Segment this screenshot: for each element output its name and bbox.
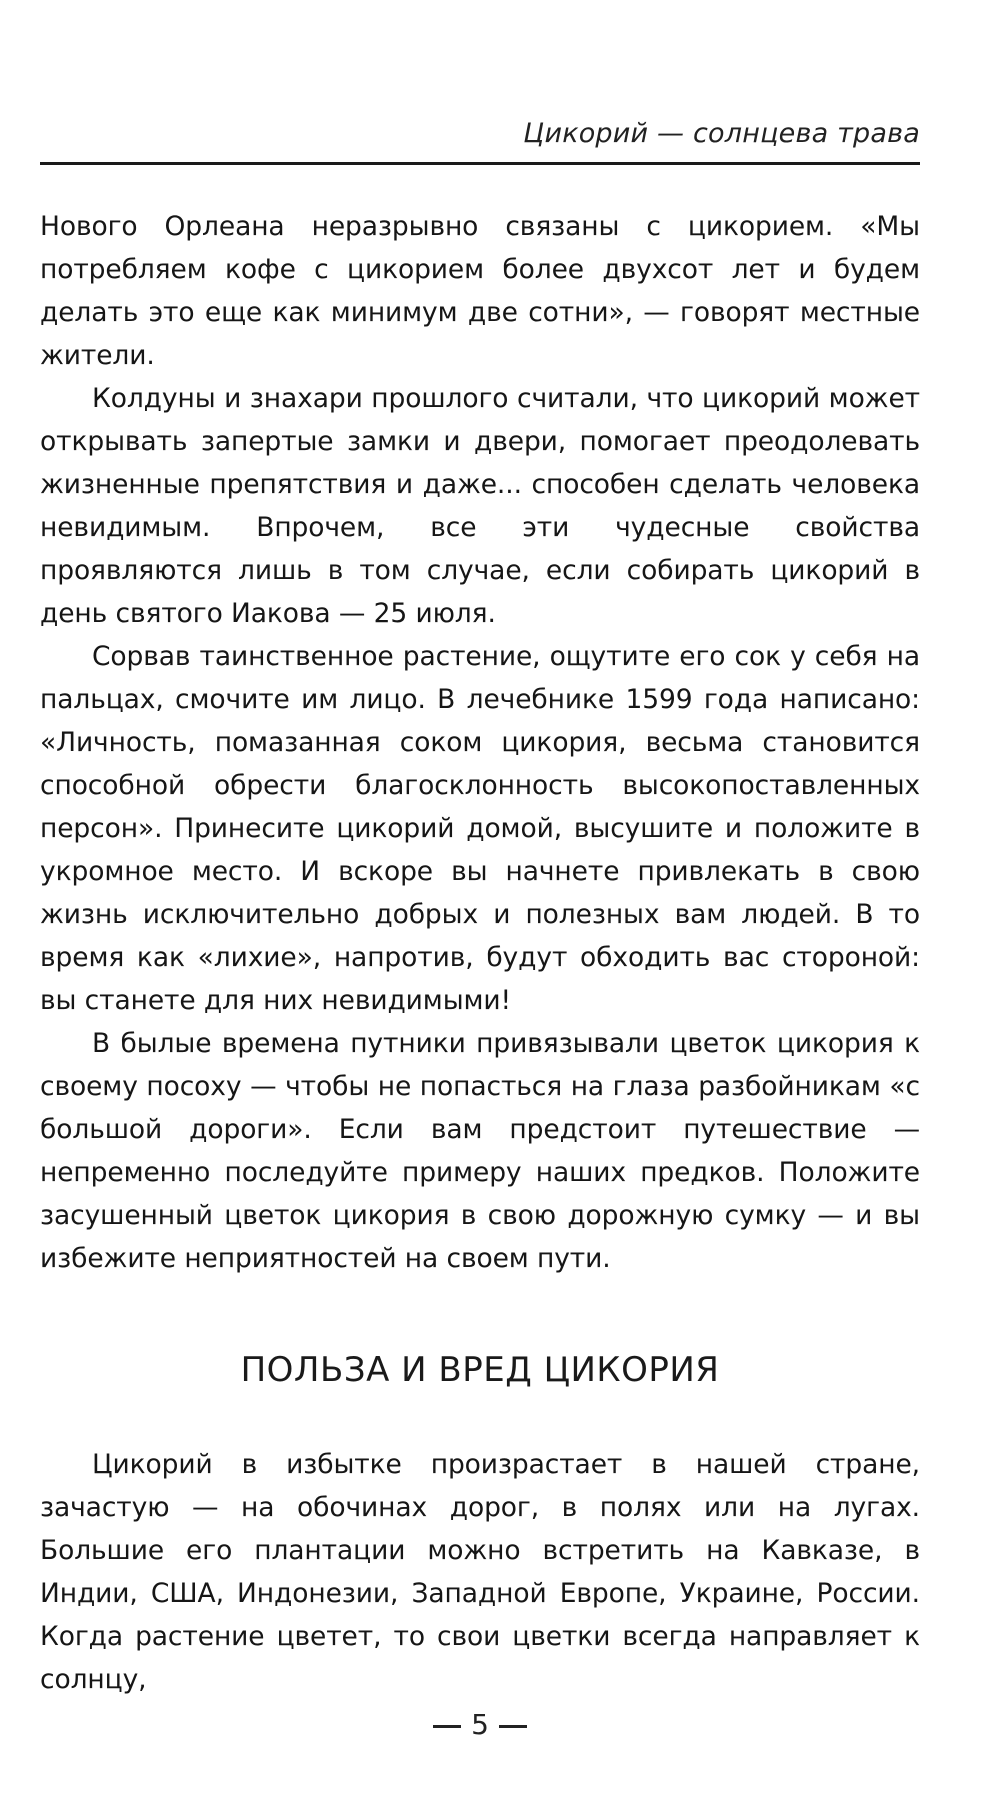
book-page [40,0,920,1803]
page-number-dash-left [433,1725,461,1728]
section-heading: ПОЛЬЗА И ВРЕД ЦИКОРИЯ [240,1350,720,1390]
paragraph: Колдуны и знахари прошлого считали, что цикорий может открывать запертые замки и двери, помогает преодолевать жизненные препятствия и даже... способен сделать человека невидимым. Впрочем, все эти чудесные свойства проявляются лишь в том случае, если собирать цикорий в день святого Иакова — 25 июля. [40,383,920,629]
body-text [40,205,920,1280]
page-number-value: 5 [471,1708,489,1741]
paragraph-continuation: Нового Орлеана неразрывно связаны с цикорием. «Мы потребляем кофе с цикорием более двухсот лет и будем делать это еще как минимум две сотни», — говорят местные жители. [40,211,920,371]
paragraph: Сорвав таинственное растение, ощутите его сок у себя на пальцах, смочите им лицо. В лечебнике 1599 года написано: «Личность, помазанная соком цикория, весьма становится способной обрести благосклонность высокопоставленных персон». Принесите цикорий домой, высушите и положите в укромное место. И вскоре вы начнете привлекать в свою жизнь исключительно добрых и полезных вам людей. В то время как «лихие», напротив, будут обходить вас стороной: вы станете для них невидимыми! [40,641,920,1016]
paragraph: Цикорий в избытке произрастает в нашей стране, зачастую — на обочинах дорог, в полях или на лугах. Большие его плантации можно встретить на Кавказе, в Индии, США, Индонезии, Западной Европе, Украине, России. Когда растение цветет, то свои цветки всегда направляет к солнцу, [40,1449,920,1695]
header-divider [40,162,920,165]
page-number [40,1708,920,1741]
running-header: Цикорий — солнцева трава [523,118,920,149]
paragraph: В былые времена путники привязывали цветок цикория к своему посоху — чтобы не попасться на глаза разбойникам «с большой дороги». Если вам предстоит путешествие — непременно последуйте примеру наших предков. Положите засушенный цветок цикория в свою дорожную сумку — и вы избежите неприятностей на своем пути. [40,1028,920,1274]
page-number-dash-right [499,1725,527,1728]
section-body-text [40,1443,920,1701]
